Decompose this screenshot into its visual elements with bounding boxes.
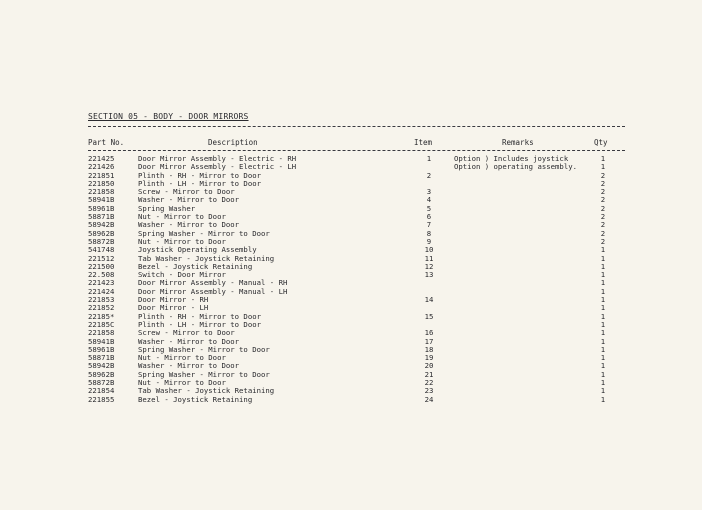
qty-cell: 1 <box>600 386 606 396</box>
description-cell: Bezel - Joystick Retaining <box>138 261 253 271</box>
qty-cell: 1 <box>600 162 606 172</box>
item-cell: 6 <box>426 212 432 222</box>
part-number-cell: 58872B <box>88 236 115 246</box>
description-cell: Nut - Mirror to Door <box>138 236 226 246</box>
description-cell: Door Mirror - LH <box>138 303 209 313</box>
description-cell: Plinth - RH - Mirror to Door <box>138 170 262 180</box>
section-title: SECTION 05 - BODY - DOOR MIRRORS <box>88 112 249 121</box>
part-number-cell: 221852 <box>88 303 115 313</box>
qty-cell: 2 <box>600 212 606 222</box>
qty-cell: 2 <box>600 236 606 246</box>
part-number-cell: 221424 <box>88 286 115 296</box>
header-qty: Qty <box>594 138 608 147</box>
qty-cell: 2 <box>600 187 606 197</box>
description-cell: Spring Washer - Mirror to Door <box>138 369 270 379</box>
description-cell: Nut - Mirror to Door <box>138 212 226 222</box>
description-cell: Door Mirror Assembly - Manual - LH <box>138 286 288 296</box>
qty-cell: 2 <box>600 195 606 205</box>
item-cell: 21 <box>424 369 434 379</box>
description-cell: Joystick Operating Assembly <box>138 245 257 255</box>
header-item: Item <box>414 138 433 147</box>
description-cell: Door Mirror - RH <box>138 295 209 305</box>
qty-cell: 1 <box>600 295 606 305</box>
part-number-cell: 58962B <box>88 228 115 238</box>
part-number-cell: 221423 <box>88 278 115 288</box>
description-cell: Spring Washer - Mirror to Door <box>138 228 270 238</box>
qty-cell: 1 <box>600 261 606 271</box>
qty-cell: 1 <box>600 378 606 388</box>
qty-cell: 1 <box>600 328 606 338</box>
item-cell: 13 <box>424 270 434 280</box>
description-cell: Plinth - LH - Mirror to Door <box>138 319 262 329</box>
part-number-cell: 221855 <box>88 394 115 404</box>
remarks-cell: Option ) operating assembly. <box>454 162 578 172</box>
item-cell: 7 <box>426 220 432 230</box>
qty-cell: 1 <box>600 311 606 321</box>
item-cell: 16 <box>424 328 434 338</box>
header-divider <box>88 150 625 151</box>
part-number-cell: 221425 <box>88 154 115 163</box>
item-cell: 11 <box>424 253 434 263</box>
part-number-cell: 221858 <box>88 328 115 338</box>
qty-cell: 1 <box>600 303 606 313</box>
table-row <box>0 396 702 404</box>
item-cell: 2 <box>426 170 432 180</box>
part-number-cell: 58872B <box>88 378 115 388</box>
description-cell: Washer - Mirror to Door <box>138 220 240 230</box>
qty-cell: 2 <box>600 203 606 213</box>
qty-cell: 1 <box>600 245 606 255</box>
part-number-cell: 58942B <box>88 220 115 230</box>
description-cell: Washer - Mirror to Door <box>138 336 240 346</box>
description-cell: Screw - Mirror to Door <box>138 328 235 338</box>
qty-cell: 1 <box>600 286 606 296</box>
description-cell: Tab Washer - Joystick Retaining <box>138 386 275 396</box>
description-cell: Nut - Mirror to Door <box>138 378 226 388</box>
item-cell: 4 <box>426 195 432 205</box>
qty-cell: 1 <box>600 394 606 404</box>
header-description: Description <box>208 138 258 147</box>
top-divider <box>88 126 625 127</box>
part-number-cell: 221500 <box>88 261 115 271</box>
item-cell: 18 <box>424 344 434 354</box>
item-cell: 10 <box>424 245 434 255</box>
header-part-no: Part No. <box>88 138 125 147</box>
header-remarks: Remarks <box>502 138 534 147</box>
part-number-cell: 58871B <box>88 353 115 363</box>
qty-cell: 1 <box>600 344 606 354</box>
part-number-cell: 22185C <box>88 319 115 329</box>
part-number-cell: 221853 <box>88 295 115 305</box>
item-cell: 20 <box>424 361 434 371</box>
item-cell: 14 <box>424 295 434 305</box>
item-cell: 9 <box>426 236 432 246</box>
qty-cell: 1 <box>600 278 606 288</box>
remarks-cell: Option ) Includes joystick <box>454 154 569 163</box>
item-cell: 23 <box>424 386 434 396</box>
part-number-cell: 221512 <box>88 253 115 263</box>
description-cell: Bezel - Joystick Retaining <box>138 394 253 404</box>
description-cell: Spring Washer <box>138 203 196 213</box>
qty-cell: 2 <box>600 170 606 180</box>
qty-cell: 1 <box>600 361 606 371</box>
description-cell: Door Mirror Assembly - Electric - LH <box>138 162 297 172</box>
qty-cell: 1 <box>600 353 606 363</box>
item-cell: 3 <box>426 187 432 197</box>
part-number-cell: 58941B <box>88 336 115 346</box>
part-number-cell: 58941B <box>88 195 115 205</box>
part-number-cell: 58962B <box>88 369 115 379</box>
qty-cell: 1 <box>600 253 606 263</box>
part-number-cell: 58961B <box>88 203 115 213</box>
description-cell: Plinth - RH - Mirror to Door <box>138 311 262 321</box>
part-number-cell: 58961B <box>88 344 115 354</box>
description-cell: Washer - Mirror to Door <box>138 361 240 371</box>
description-cell: Spring Washer - Mirror to Door <box>138 344 270 354</box>
item-cell: 24 <box>424 394 434 404</box>
part-number-cell: 58871B <box>88 212 115 222</box>
item-cell: 5 <box>426 203 432 213</box>
item-cell: 17 <box>424 336 434 346</box>
qty-cell: 1 <box>600 270 606 280</box>
part-number-cell: 22.508 <box>88 270 115 280</box>
item-cell: 15 <box>424 311 434 321</box>
qty-cell: 2 <box>600 178 606 188</box>
qty-cell: 1 <box>600 154 606 163</box>
qty-cell: 1 <box>600 369 606 379</box>
item-cell: 19 <box>424 353 434 363</box>
description-cell: Door Mirror Assembly - Manual - RH <box>138 278 288 288</box>
parts-table-body <box>0 155 702 404</box>
qty-cell: 2 <box>600 228 606 238</box>
part-number-cell: 541748 <box>88 245 115 255</box>
description-cell: Screw - Mirror to Door <box>138 187 235 197</box>
description-cell: Door Mirror Assembly - Electric - RH <box>138 154 297 163</box>
description-cell: Tab Washer - Joystick Retaining <box>138 253 275 263</box>
part-number-cell: 58942B <box>88 361 115 371</box>
qty-cell: 1 <box>600 336 606 346</box>
qty-cell: 2 <box>600 220 606 230</box>
item-cell: 8 <box>426 228 432 238</box>
item-cell: 12 <box>424 261 434 271</box>
description-cell: Nut - Mirror to Door <box>138 353 226 363</box>
part-number-cell: 221426 <box>88 162 115 172</box>
description-cell: Plinth - LH - Mirror to Door <box>138 178 262 188</box>
qty-cell: 1 <box>600 319 606 329</box>
item-cell: 22 <box>424 378 434 388</box>
part-number-cell: 221858 <box>88 187 115 197</box>
item-cell: 1 <box>426 154 432 163</box>
part-number-cell: 22185* <box>88 311 115 321</box>
description-cell: Switch - Door Mirror <box>138 270 226 280</box>
description-cell: Washer - Mirror to Door <box>138 195 240 205</box>
part-number-cell: 221854 <box>88 386 115 396</box>
part-number-cell: 221851 <box>88 170 115 180</box>
part-number-cell: 221850 <box>88 178 115 188</box>
